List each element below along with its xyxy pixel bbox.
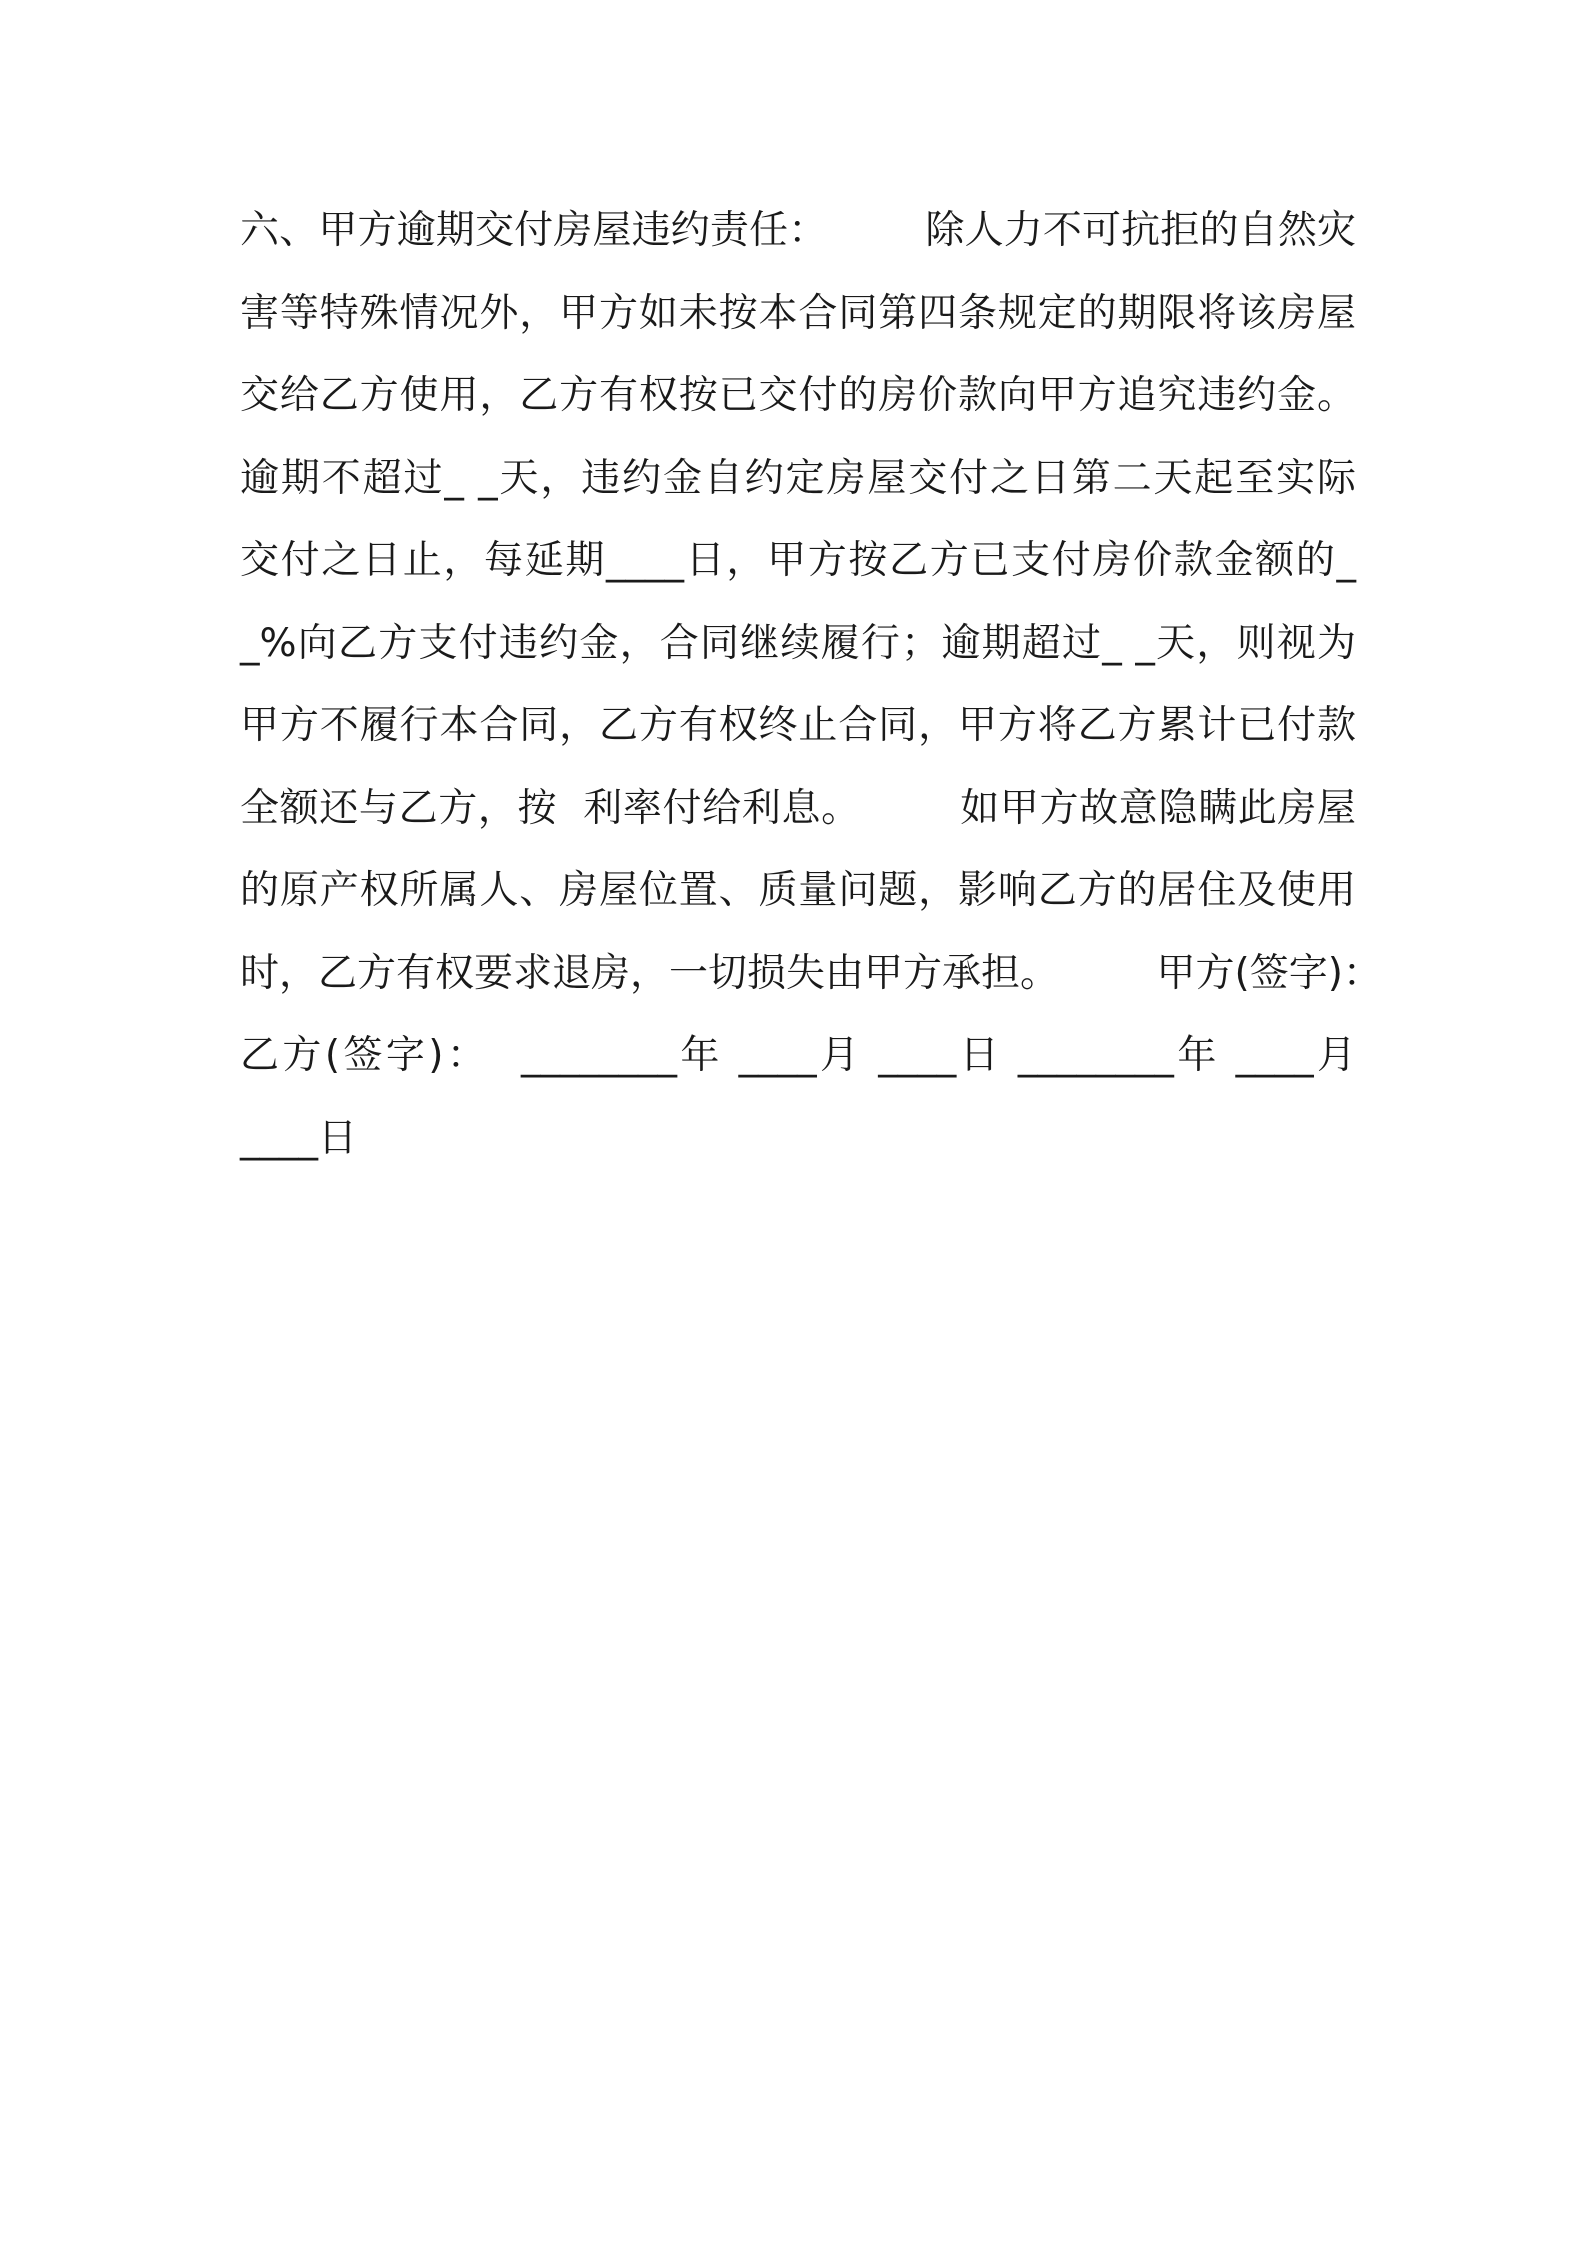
- text-line: 逾期不超过_ _天，违约金自约定房屋交付之日第二天起至实际: [240, 455, 1356, 501]
- text-line: 甲方不履行本合同，乙方有权终止合同，甲方将乙方累计已付款: [240, 703, 1356, 748]
- text-line: 害等特殊情况外，甲方如未按本合同第四条规定的期限将该房屋: [240, 290, 1356, 336]
- text-line: _%向乙方支付违约金，合同继续履行；逾期超过_ _天，则视为: [240, 620, 1356, 666]
- signature-date-line: ____日: [240, 1115, 358, 1161]
- text-line: 交给乙方使用，乙方有权按已交付的房价款向甲方追究违约金。: [240, 373, 1356, 418]
- text-line: 的原产权所属人、房屋位置、质量问题，影响乙方的居住及使用: [240, 868, 1356, 913]
- text-line: 全额还与乙方，按 利率付给利息。 如甲方故意隐瞒此房屋: [240, 785, 1356, 831]
- signature-line: 乙方(签字)： ________年 ____月 ____日 ________年 ____月: [240, 1033, 1356, 1078]
- text-line: 时，乙方有权要求退房，一切损失由甲方承担。 甲方(签字)：: [240, 950, 1382, 996]
- text-line: 六、甲方逾期交付房屋违约责任： 除人力不可抗拒的自然灾: [240, 208, 1356, 253]
- contract-clause-text: [240, 190, 1382, 1180]
- text-line: 交付之日止，每延期____日，甲方按乙方已支付房价款金额的_: [240, 538, 1356, 583]
